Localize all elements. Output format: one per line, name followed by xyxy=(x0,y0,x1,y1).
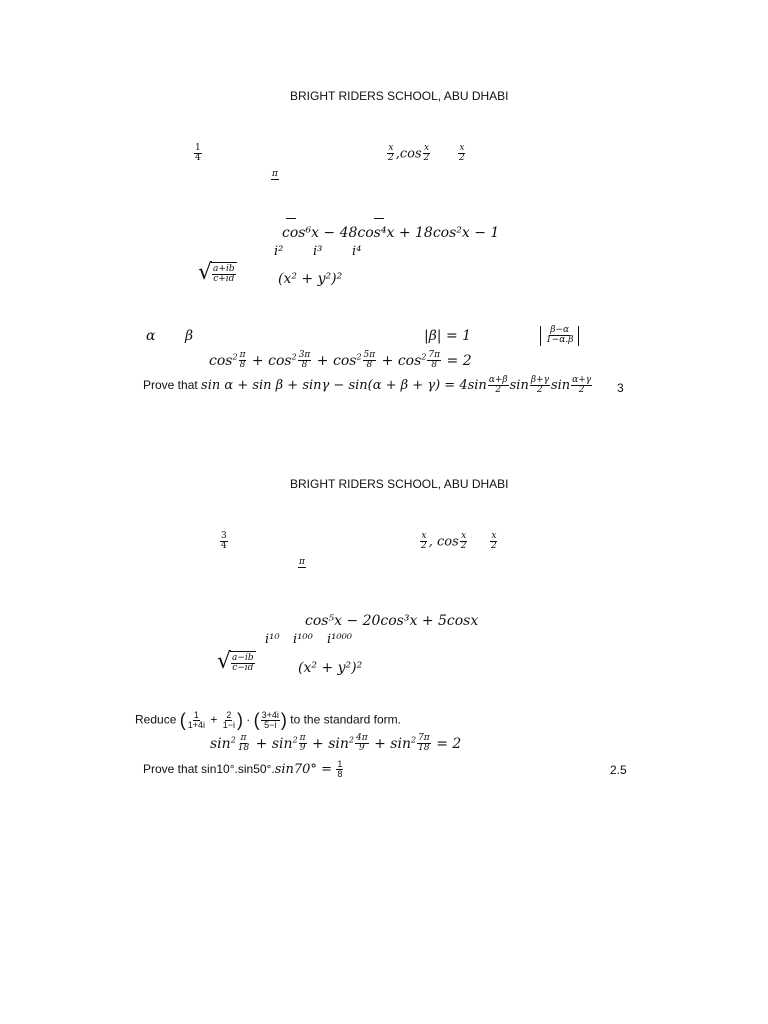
polynomial-expression-2: cos⁵x − 20cos³x + 5cosx xyxy=(305,613,479,629)
i-squared: i² xyxy=(274,244,284,259)
half-angle-x-2: $\frac{x}{2}$ xyxy=(491,531,497,552)
i-power-100: i¹⁰⁰ xyxy=(293,632,313,647)
reduce-statement: Reduce ( $\frac{1}{1+4i}$ + $\frac{2}{1-i}$ ) · ( $\frac{3+4i}{5-i}$ ) to the standard form. xyxy=(135,709,401,730)
marks-1: 3 xyxy=(617,381,624,395)
sin-squared-sum-identity: $\sin^2$ $\frac{\pi}{18}$ + $\sin^2$ $\frac{\pi}{9}$ + $\sin^2$ $\frac{4\pi}{9}$ + $\sin^2$ $\frac{7\pi}{18}$ = 2 xyxy=(210,733,462,754)
fraction-three-quarters: $\frac{3}{4}$ xyxy=(221,531,227,552)
school-title-2: BRIGHT RIDERS SCHOOL, ABU DHABI xyxy=(290,477,509,491)
sqrt-fraction-1: √ $\frac{a+ib}{c+id}$ xyxy=(198,260,235,285)
polynomial-expression-1: cos⁶x − 48cos⁴x + 18cos²x − 1 xyxy=(282,225,500,241)
half-angle-expression-1: $\frac{x}{2}$ ,cos $\frac{x}{2}$ xyxy=(388,143,430,164)
abs-fraction-expression: $\frac{\beta-\alpha}{\text{1−ᾱ.β}}$ xyxy=(540,321,579,346)
prove-statement-1: Prove that sin α + sin β + sinγ − sin(α + β + γ) = 4sin $\frac{\alpha+\beta}{2}$ sin $\frac{\beta+\gamma}{2}$ sin $\frac{\alpha+\gamma}{2}$ xyxy=(143,375,592,396)
beta-symbol: β xyxy=(185,328,194,344)
i-power-1000: i¹⁰⁰⁰ xyxy=(327,632,353,647)
cos-squared-sum-identity: $\cos^2$ $\frac{\pi}{8}$ + $\cos^2$ $\frac{3\pi}{8}$ + $\cos^2$ $\frac{5\pi}{8}$ + $\cos^2$ $\frac{7\pi}{8}$ = 2 xyxy=(209,350,472,371)
sqrt-fraction-2: √ $\frac{a-ib}{c-id}$ xyxy=(217,649,254,674)
abs-beta-equation: |β| = 1 xyxy=(424,328,472,344)
pi-fraction-1: π xyxy=(272,169,278,179)
marks-2: 2.5 xyxy=(610,763,627,777)
overbar-1a xyxy=(286,208,296,223)
pi-fraction-2: π xyxy=(299,557,305,567)
overbar-1b xyxy=(374,208,384,223)
fraction-one-quarter: $\frac{1}{4}$ xyxy=(195,143,201,164)
half-angle-x-1: $\frac{x}{2}$ xyxy=(459,143,465,164)
i-power-10: i¹⁰ xyxy=(265,632,280,647)
xy-squared-2: (x² + y²)² xyxy=(298,660,363,676)
half-angle-expression-2: $\frac{x}{2}$ , cos $\frac{x}{2}$ xyxy=(421,531,467,552)
prove-statement-2: Prove that sin10°.sin50°.sin70° = $\frac{1}{8}$ xyxy=(143,759,343,780)
school-title-1: BRIGHT RIDERS SCHOOL, ABU DHABI xyxy=(290,89,509,103)
alpha-symbol: α xyxy=(146,328,156,344)
xy-squared-1: (x² + y²)² xyxy=(278,271,343,287)
i-fourth: i⁴ xyxy=(352,244,362,259)
i-cubed: i³ xyxy=(313,244,323,259)
